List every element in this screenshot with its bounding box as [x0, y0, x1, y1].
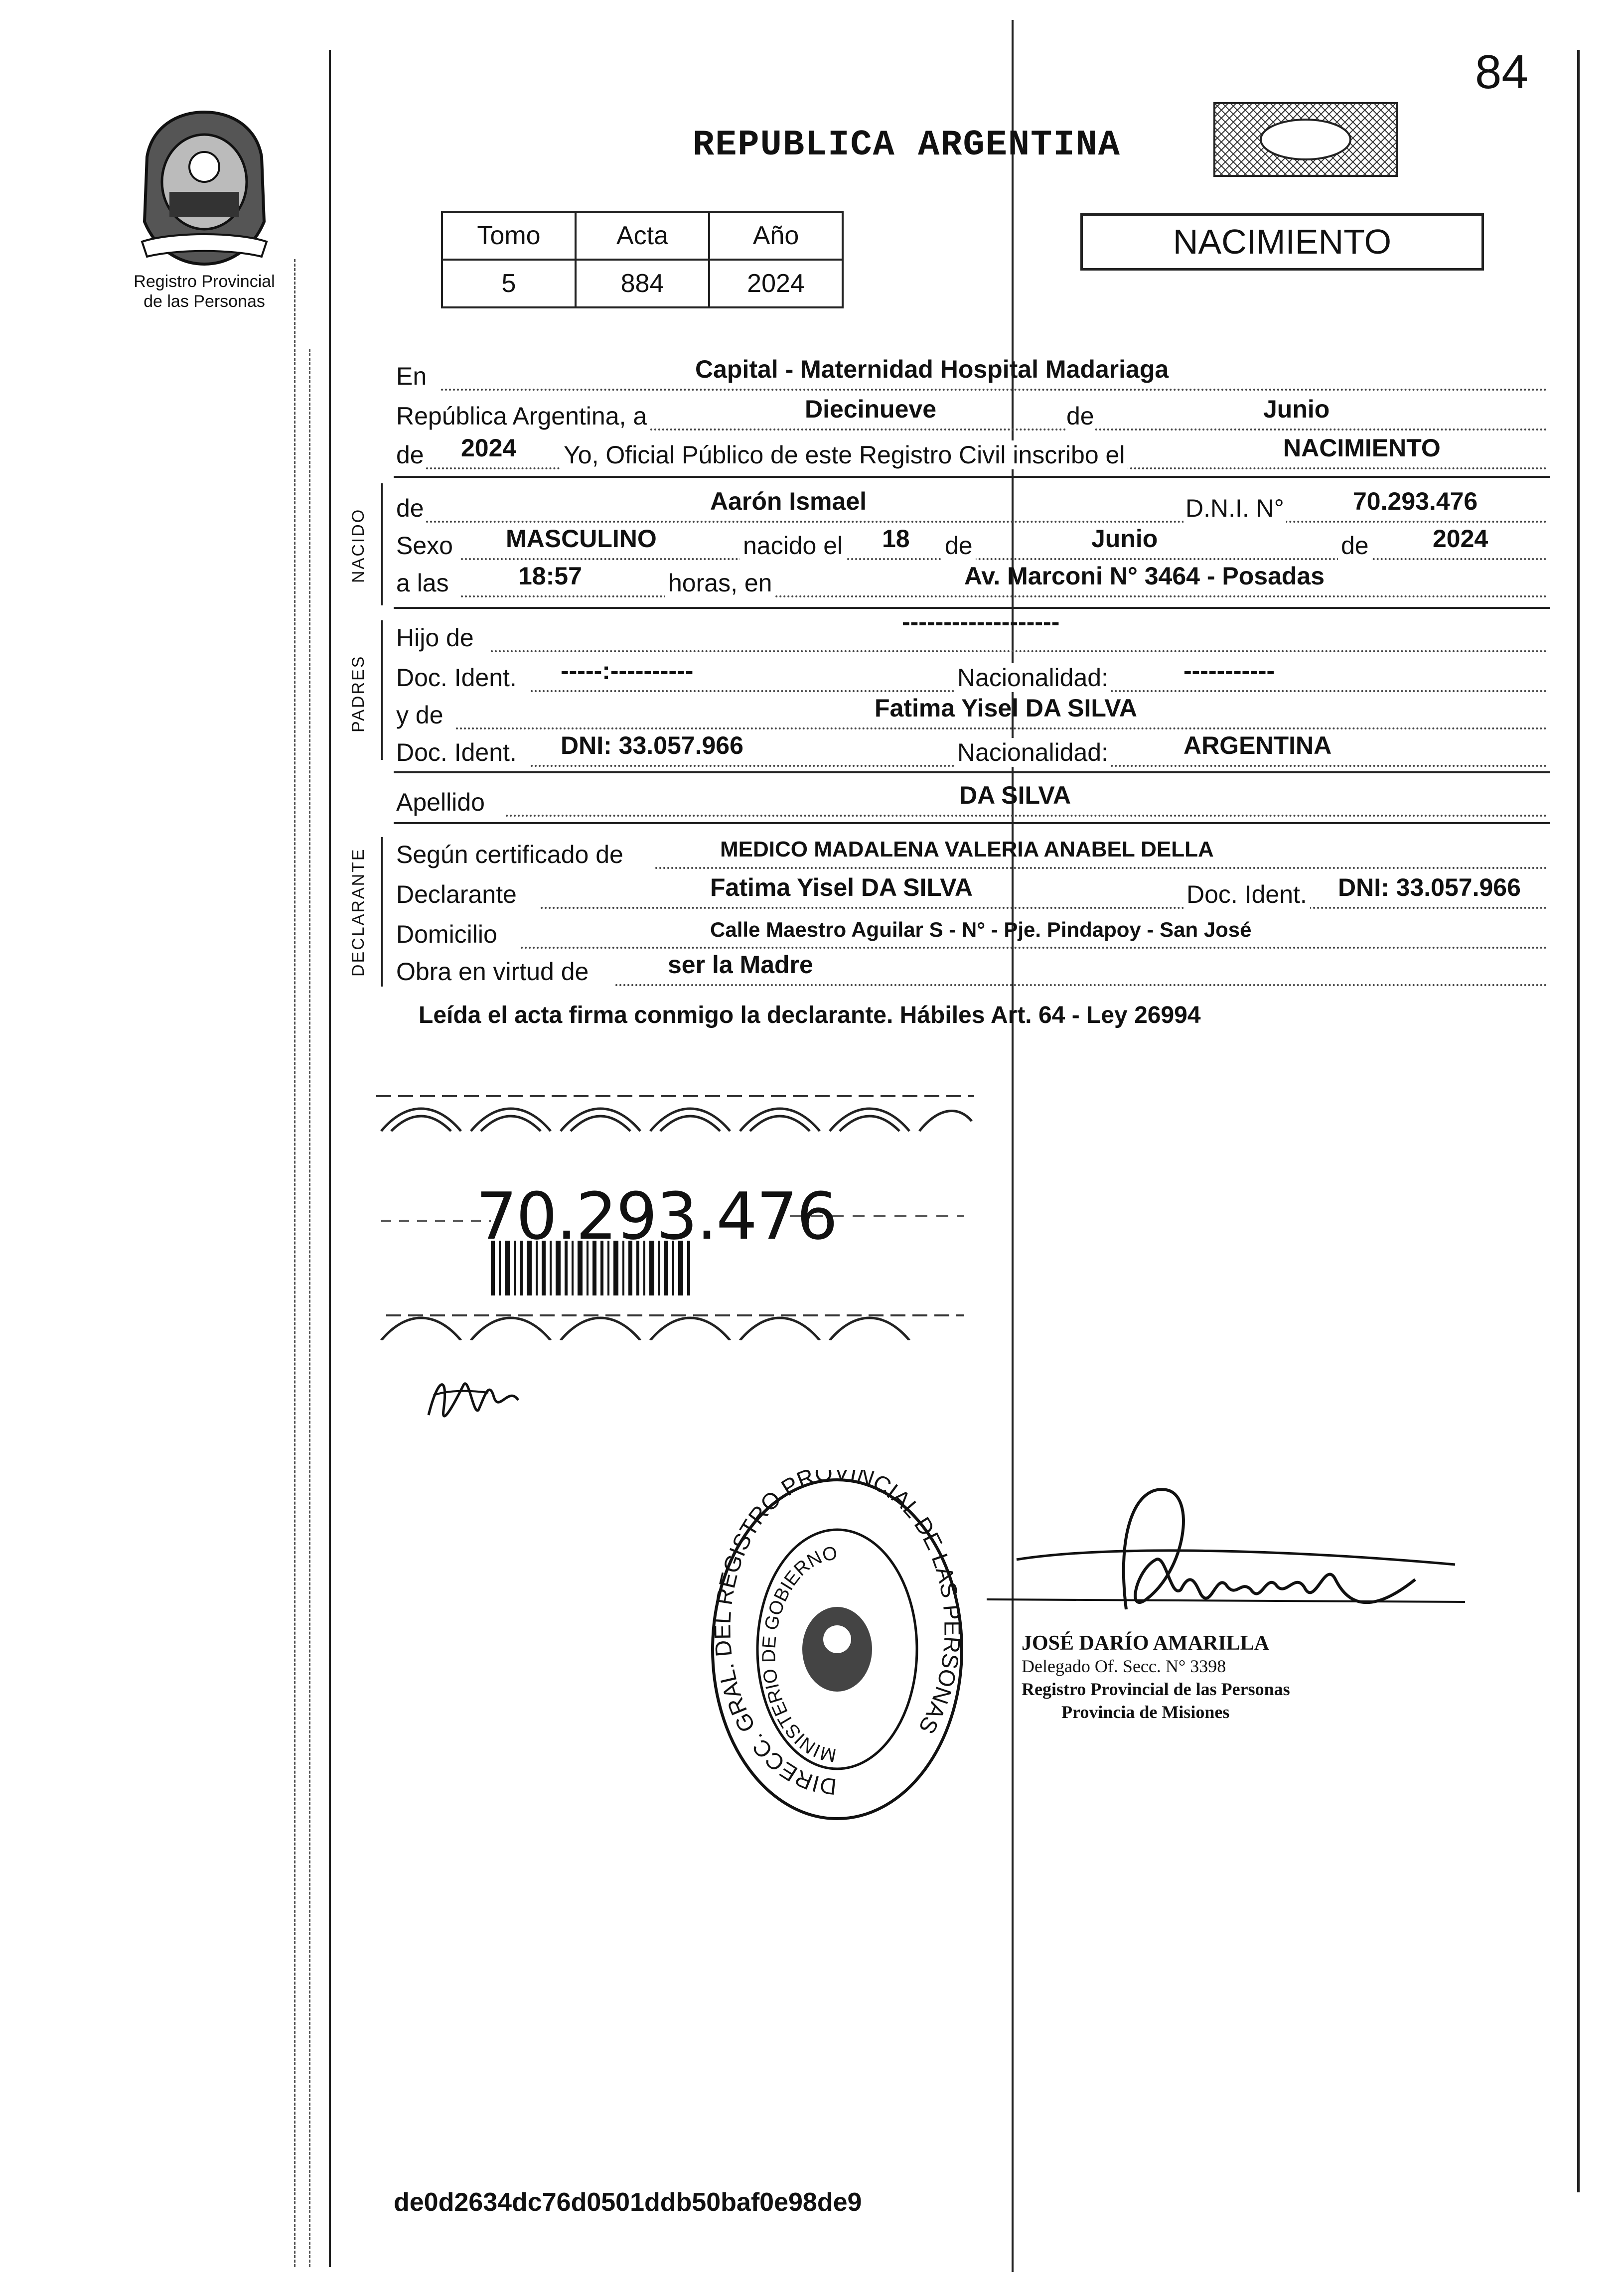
value-domicilio: Calle Maestro Aguilar S - N° - Pje. Pindapoy - San José — [710, 918, 1252, 941]
row-en — [396, 355, 1547, 394]
label-sexo: Sexo — [396, 532, 453, 560]
row-date — [396, 395, 1547, 433]
row-inscribo — [396, 434, 1547, 472]
left-margin-line — [329, 50, 331, 2267]
value-sexo: MASCULINO — [506, 525, 657, 553]
value-father-nationality: ----------- — [1183, 657, 1275, 685]
label-dni: D.N.I. N° — [1183, 494, 1286, 523]
row-mother-doc — [396, 731, 1547, 770]
table-value-acta: 884 — [576, 260, 709, 307]
official-registry: Registro Provincial de las Personas — [1022, 1679, 1290, 1699]
official-province: Provincia de Misiones — [1061, 1702, 1230, 1722]
record-table — [441, 211, 844, 308]
security-hologram — [1213, 102, 1398, 177]
row-father-doc — [396, 657, 1547, 695]
label-republica: República Argentina, a — [396, 402, 647, 430]
value-mother: Fatima Yisel DA SILVA — [875, 694, 1138, 722]
right-margin-line — [1577, 50, 1580, 2192]
row-obra — [396, 951, 1547, 989]
value-child-name: Aarón Ismael — [710, 487, 867, 515]
official-signature-block — [1022, 1632, 1290, 1723]
row-segun — [396, 837, 1547, 872]
row-nacido-hora — [396, 562, 1547, 600]
row-domicilio — [396, 917, 1547, 952]
table-header-tomo: Tomo — [442, 212, 576, 260]
table-header-ano: Año — [709, 212, 843, 260]
label-de-year2: de — [1338, 531, 1372, 560]
registry-caption-line-2: de las Personas — [144, 292, 265, 311]
value-declarante: Fatima Yisel DA SILVA — [710, 873, 973, 901]
value-father-doc: -----:---------- — [561, 657, 694, 685]
label-nacido-el: nacido el — [740, 531, 846, 560]
value-inscribo: NACIMIENTO — [1283, 434, 1441, 462]
label-domicilio: Domicilio — [396, 920, 497, 948]
declarante-bracket — [381, 837, 383, 987]
label-horas-en: horas, en — [665, 569, 775, 597]
label-de: de — [1066, 402, 1094, 430]
value-obra: ser la Madre — [668, 951, 813, 979]
section-label-padres: PADRES — [349, 655, 368, 732]
document-hash: de0d2634dc76d0501ddb50baf0e98de9 — [394, 2188, 862, 2217]
registry-caption — [115, 272, 294, 311]
row-apellido — [396, 781, 1547, 820]
label-de-name: de — [396, 494, 424, 522]
label-declarante-doc: Doc. Ident. — [1183, 880, 1310, 909]
registry-caption-line-1: Registro Provincial — [134, 272, 275, 291]
label-apellido: Apellido — [396, 788, 485, 816]
closing-statement: Leída el acta firma conmigo la declarante. Hábiles Art. 64 - Ley 26994 — [419, 1002, 1201, 1028]
row-hijo-de — [396, 608, 1547, 655]
table-header-acta: Acta — [576, 212, 709, 260]
label-nacionalidad-2: Nacionalidad: — [954, 738, 1111, 767]
label-segun: Según certificado de — [396, 841, 623, 868]
official-title: Delegado Of. Secc. N° 3398 — [1022, 1656, 1226, 1676]
value-month: Junio — [1263, 395, 1330, 423]
label-doc-ident: Doc. Ident. — [396, 664, 517, 692]
row-y-de — [396, 694, 1547, 732]
label-doc-ident-2: Doc. Ident. — [396, 738, 517, 766]
official-seal — [708, 1470, 967, 1829]
label-obra: Obra en virtud de — [396, 958, 589, 986]
label-a-las: a las — [396, 569, 449, 597]
page-number: 84 — [1475, 45, 1528, 99]
section-divider — [394, 771, 1550, 773]
dni-security-stamp — [376, 1091, 974, 1340]
value-father: ------------------- — [902, 608, 1060, 636]
label-nacionalidad: Nacionalidad: — [954, 663, 1111, 692]
document-header-title: REPUBLICA ARGENTINA — [693, 125, 1121, 165]
value-place-of-record: Capital - Maternidad Hospital Madariaga — [695, 355, 1169, 383]
stamp-dni-number: 70.293.476 — [476, 1178, 837, 1254]
label-de-month: de — [942, 531, 976, 560]
padres-bracket — [381, 620, 383, 760]
seal-outer-text: DIRECC. GRAL. DEL REGISTRO PROVINCIAL DE LAS PERSONAS — [709, 1470, 966, 1800]
value-declarante-doc: DNI: 33.057.966 — [1338, 873, 1521, 901]
seal-inner-text: MINISTERIO DE GOBIERNO — [758, 1543, 839, 1766]
section-divider — [394, 476, 1550, 478]
label-de-year: de — [396, 441, 424, 469]
value-mother-doc: DNI: 33.057.966 — [561, 731, 743, 759]
value-year: 2024 — [461, 434, 517, 462]
value-mother-nationality: ARGENTINA — [1183, 731, 1332, 759]
table-value-tomo: 5 — [442, 260, 576, 307]
section-label-declarante: DECLARANTE — [349, 848, 368, 977]
declarant-signature — [419, 1365, 528, 1435]
value-birth-place: Av. Marconi N° 3464 - Posadas — [964, 562, 1325, 590]
value-apellido: DA SILVA — [959, 781, 1071, 809]
province-emblem — [132, 107, 277, 267]
section-divider — [394, 822, 1550, 824]
row-nacido-sexo — [396, 525, 1547, 563]
label-hijo-de: Hijo de — [396, 624, 474, 652]
label-en: En — [396, 362, 427, 390]
value-day: Diecinueve — [805, 395, 937, 423]
official-name: JOSÉ DARÍO AMARILLA — [1022, 1632, 1270, 1655]
table-value-ano: 2024 — [709, 260, 843, 307]
document-type-box: NACIMIENTO — [1080, 213, 1484, 271]
left-dashed-line — [294, 259, 295, 2267]
value-birth-time: 18:57 — [518, 562, 582, 590]
left-dashed-line-2 — [309, 349, 310, 2267]
label-inscribo: Yo, Oficial Público de este Registro Civil inscribo el — [561, 440, 1128, 469]
label-declarante: Declarante — [396, 880, 517, 908]
section-label-nacido: NACIDO — [349, 508, 368, 583]
value-birth-month: Junio — [1091, 525, 1158, 553]
seal-emblem-icon — [802, 1607, 872, 1692]
value-child-dni: 70.293.476 — [1353, 487, 1478, 515]
official-signature — [987, 1470, 1465, 1654]
row-declarante — [396, 873, 1547, 912]
value-birth-year: 2024 — [1433, 525, 1488, 553]
value-segun: MEDICO MADALENA VALERIA ANABEL DELLA — [720, 837, 1214, 861]
label-y-de: y de — [396, 701, 443, 729]
nacido-bracket — [381, 483, 383, 605]
value-birth-day: 18 — [882, 525, 910, 553]
row-nacido-name — [396, 487, 1547, 526]
